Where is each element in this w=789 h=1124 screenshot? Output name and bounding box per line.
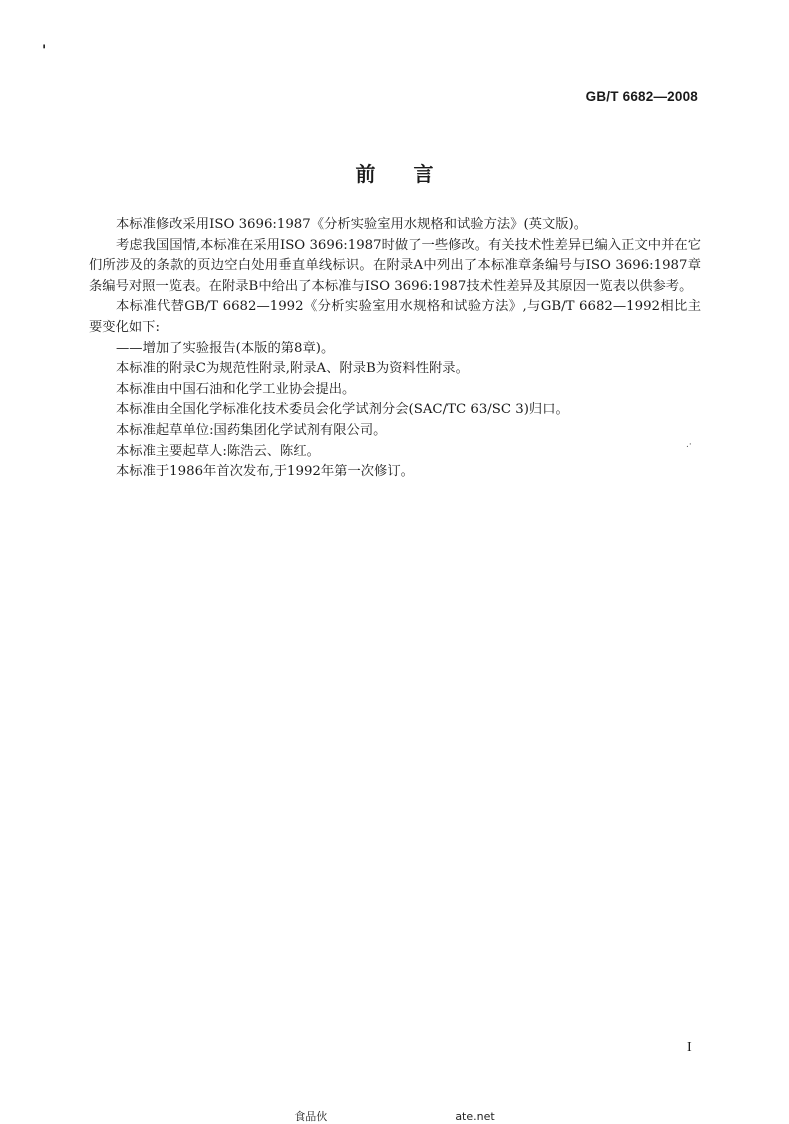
scan-speck: .· — [686, 440, 692, 450]
foreword-body — [89, 215, 701, 483]
paragraph-replacement: 本标准代替GB/T 6682—1992《分析实验室用水规格和试验方法》,与GB/T 6682—1992相比主要变化如下: — [89, 299, 701, 335]
page-number: I — [687, 1040, 692, 1055]
paragraph-annexes: 本标准的附录C为规范性附录,附录A、附录B为资料性附录。 — [116, 361, 469, 377]
paragraph-proposed-by: 本标准由中国石油和化学工业协会提出。 — [116, 381, 356, 397]
page-title — [0, 158, 789, 187]
paragraph-responsible: 本标准由全国化学标准化技术委员会化学试剂分会(SAC/TC 63/SC 3)归口。 — [116, 402, 569, 418]
footer-left: 食品伙 — [294, 1110, 328, 1123]
title-char-1: 前 — [355, 162, 376, 186]
paragraph-modifications: 考虑我国国情,本标准在采用ISO 3696:1987时做了一些修改。有关技术性差异已编入正文中并在它们所涉及的条款的页边空白处用垂直单线标识。在附录A中列出了本标准章条编号与ISO 3696:1987章条编号对照一览表。在附录B中给出了本标准与ISO 3696:1987技术性差异及其原因一览表以供参考。 — [89, 237, 701, 294]
standard-code: GB/T 6682—2008 — [585, 89, 698, 104]
stray-mark: ' — [42, 43, 47, 59]
paragraph-adoption: 本标准修改采用ISO 3696:1987《分析实验室用水规格和试验方法》(英文版)。 — [116, 217, 588, 232]
paragraph-change-item: ——增加了实验报告(本版的第8章)。 — [116, 340, 335, 356]
footer-right: ate.net — [455, 1110, 495, 1123]
paragraph-drafting-unit: 本标准起草单位:国药集团化学试剂有限公司。 — [116, 422, 387, 438]
title-char-2: 言 — [413, 162, 434, 186]
paragraph-history: 本标准于1986年首次发布,于1992年第一次修订。 — [116, 464, 414, 480]
paragraph-drafters: 本标准主要起草人:陈浩云、陈红。 — [116, 443, 320, 459]
